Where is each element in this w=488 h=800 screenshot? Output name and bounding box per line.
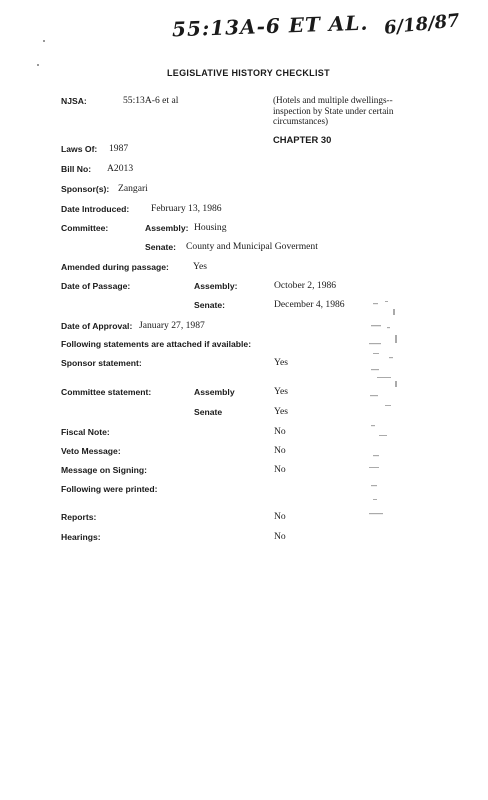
- handwritten-statute-number: 55:13A-6 ET AL.: [171, 10, 369, 42]
- njsa-description: [273, 95, 393, 127]
- document-title: LEGISLATIVE HISTORY CHECKLIST: [167, 68, 330, 78]
- veto-message-value: No: [274, 445, 286, 456]
- committee-label: Committee:: [61, 223, 109, 233]
- committee-senate-value: County and Municipal Goverment: [186, 241, 318, 252]
- reports-value: No: [274, 511, 286, 522]
- scan-speck: [43, 40, 45, 42]
- committee-statement-senate-label: Senate: [194, 407, 223, 417]
- amended-label: Amended during passage:: [61, 262, 169, 272]
- njsa-description-line: circumstances): [273, 116, 329, 126]
- sponsor-value: Zangari: [118, 183, 148, 194]
- following-attached-heading: Following statements are attached if available:: [61, 339, 252, 349]
- njsa-description-line: inspection by State under certain: [273, 105, 394, 116]
- chapter-label: CHAPTER 30: [273, 134, 332, 145]
- fiscal-note-label: Fiscal Note:: [61, 427, 110, 437]
- sponsor-statement-label: Sponsor statement:: [61, 358, 142, 368]
- passage-assembly-value: October 2, 1986: [274, 280, 337, 291]
- bill-no-label: Bill No:: [61, 164, 92, 174]
- laws-of-label: Laws Of:: [61, 144, 98, 154]
- committee-statement-assembly-value: Yes: [274, 386, 288, 397]
- sponsor-statement-value: Yes: [274, 357, 288, 368]
- committee-assembly-value: Housing: [194, 222, 227, 233]
- passage-label: Date of Passage:: [61, 281, 131, 291]
- hearings-label: Hearings:: [61, 532, 101, 542]
- njsa-description-line: (Hotels and multiple dwellings--: [273, 95, 393, 105]
- veto-message-label: Veto Message:: [61, 446, 121, 456]
- approval-value: January 27, 1987: [139, 320, 205, 331]
- bill-no-value: A2013: [107, 163, 134, 174]
- date-introduced-value: February 13, 1986: [151, 203, 222, 214]
- committee-statement-label: Committee statement:: [61, 387, 152, 397]
- committee-statement-senate-value: Yes: [274, 406, 288, 417]
- date-introduced-label: Date Introduced:: [61, 204, 130, 214]
- handwritten-date: 6/18/87: [383, 10, 461, 39]
- committee-assembly-label: Assembly:: [145, 223, 189, 233]
- message-signing-value: No: [274, 464, 286, 475]
- scan-speck: [37, 64, 39, 66]
- scan-bleed-through: [365, 295, 405, 535]
- message-signing-label: Message on Signing:: [61, 465, 147, 475]
- passage-senate-label: Senate:: [194, 300, 226, 310]
- hearings-value: No: [274, 531, 286, 542]
- fiscal-note-value: No: [274, 426, 286, 437]
- following-printed-heading: Following were printed:: [61, 484, 158, 494]
- committee-statement-assembly-label: Assembly: [194, 387, 235, 397]
- laws-of-value: 1987: [109, 143, 129, 154]
- njsa-label: NJSA:: [61, 96, 87, 106]
- njsa-value: 55:13A-6 et al: [123, 95, 179, 106]
- passage-assembly-label: Assembly:: [194, 281, 238, 291]
- passage-senate-value: December 4, 1986: [274, 299, 345, 310]
- sponsor-label: Sponsor(s):: [61, 184, 110, 194]
- reports-label: Reports:: [61, 512, 97, 522]
- amended-value: Yes: [193, 261, 207, 272]
- approval-label: Date of Approval:: [61, 321, 133, 331]
- committee-senate-label: Senate:: [145, 242, 177, 252]
